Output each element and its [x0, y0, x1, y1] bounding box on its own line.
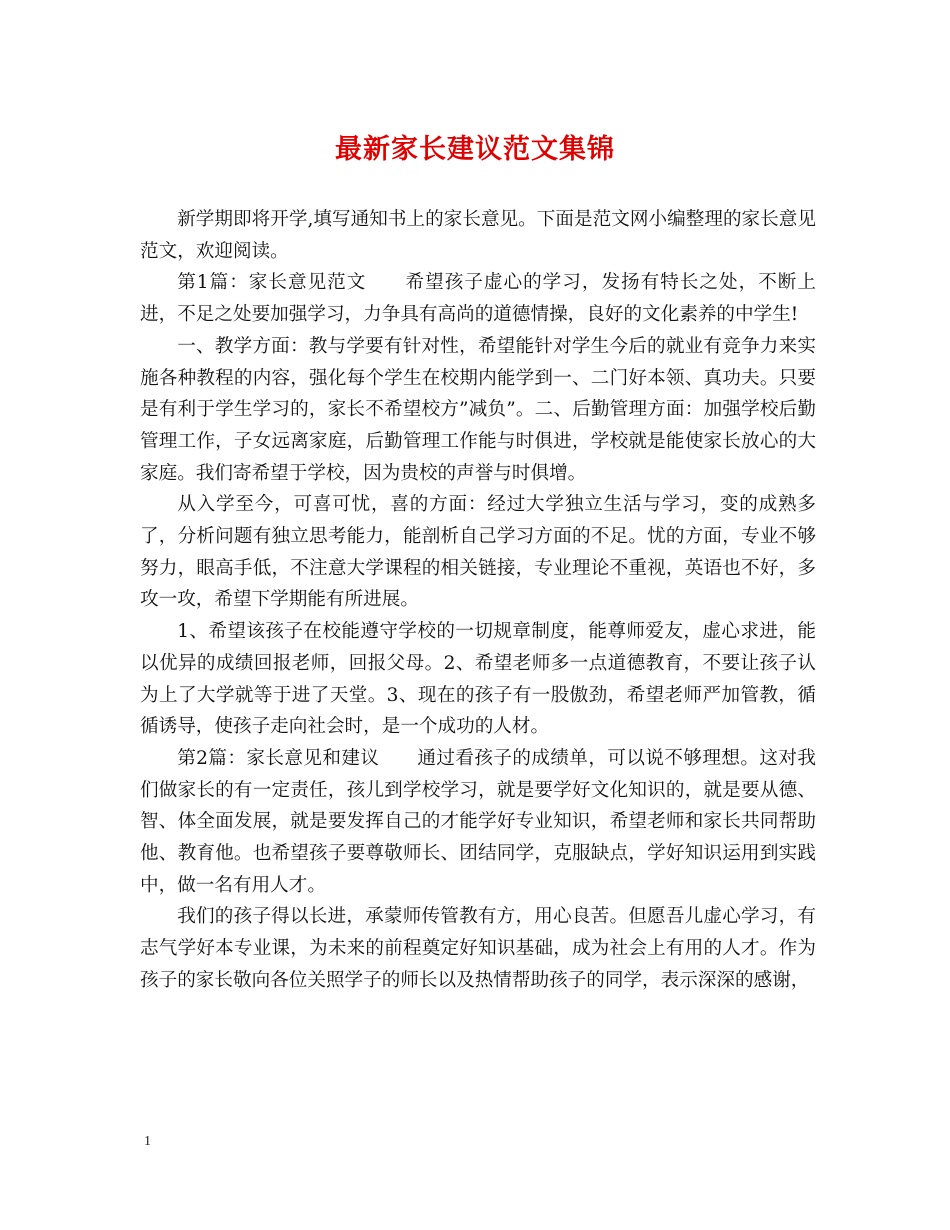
paragraph-intro: 新学期即将开学,填写通知书上的家长意见。下面是范文网小编整理的家长意见范文，欢迎阅读。 — [140, 209, 816, 262]
paragraph-article-2: 第2篇：家长意见和建议 通过看孩子的成绩单，可以说不够理想。这对我们做家长的有一定责任，孩儿到学校学习，就是要学好文化知识的，就是要从德、智、体全面发展，就是要发挥自己的才能学好专业知识，希望老师和家长共同帮助他、教育他。也希望孩子要尊敬师长、团结同学，克服缺点，学好知识运用到实践中，做一名有用人才。 — [140, 747, 816, 896]
paragraph-hopes-list: 1、希望该孩子在校能遵守学校的一切规章制度，能尊师爱友，虚心求进，能以优异的成绩回报老师，回报父母。2、希望老师多一点道德教育，不要让孩子认为上了大学就等于进了天堂。3、现在的孩子有一股傲劲，希望老师严加管教，循循诱导，使孩子走向社会时，是一个成功的人材。 — [140, 621, 816, 738]
paragraph-article-1: 第1篇：家长意见范文 希望孩子虚心的学习，发扬有特长之处，不断上进，不足之处要加强学习，力争具有高尚的道德情操，良好的文化素养的中学生! — [140, 272, 816, 326]
paragraph-thanks: 我们的孩子得以长进，承蒙师传管教有方，用心良苦。但愿吾儿虚心学习，有志气学好本专业课，为未来的前程奠定好知识基础，成为社会上有用的人才。作为孩子的家长敬向各位关照学子的师长以及热情帮助孩子的同学，表示深深的感谢， — [140, 906, 816, 991]
paragraph-progress: 从入学至今，可喜可忧，喜的方面：经过大学独立生活与学习，变的成熟多了，分析问题有独立思考能力，能剖析自己学习方面的不足。忧的方面，专业不够努力，眼高手低，不注意大学课程的相关链接，专业理论不重视，英语也不好，多攻一攻，希望下学期能有所进展。 — [140, 494, 816, 611]
document-body — [140, 204, 816, 997]
document-title: 最新家长建议范文集锦 — [335, 134, 615, 165]
page-number: 1 — [144, 1134, 151, 1149]
paragraph-teaching-logistics: 一、教学方面：教与学要有针对性，希望能针对学生今后的就业有竞争力来实施各种教程的内容，强化每个学生在校期内能学到一、二门好本领、真功夫。只要是有利于学生学习的，家长不希望校方”减负”。二、后勤管理方面：加强学校后勤管理工作，子女远离家庭，后勤管理工作能与时俱进，学校就是能使家长放心的大家庭。我们寄希望于学校，因为贵校的声誉与时俱增。 — [140, 335, 816, 484]
